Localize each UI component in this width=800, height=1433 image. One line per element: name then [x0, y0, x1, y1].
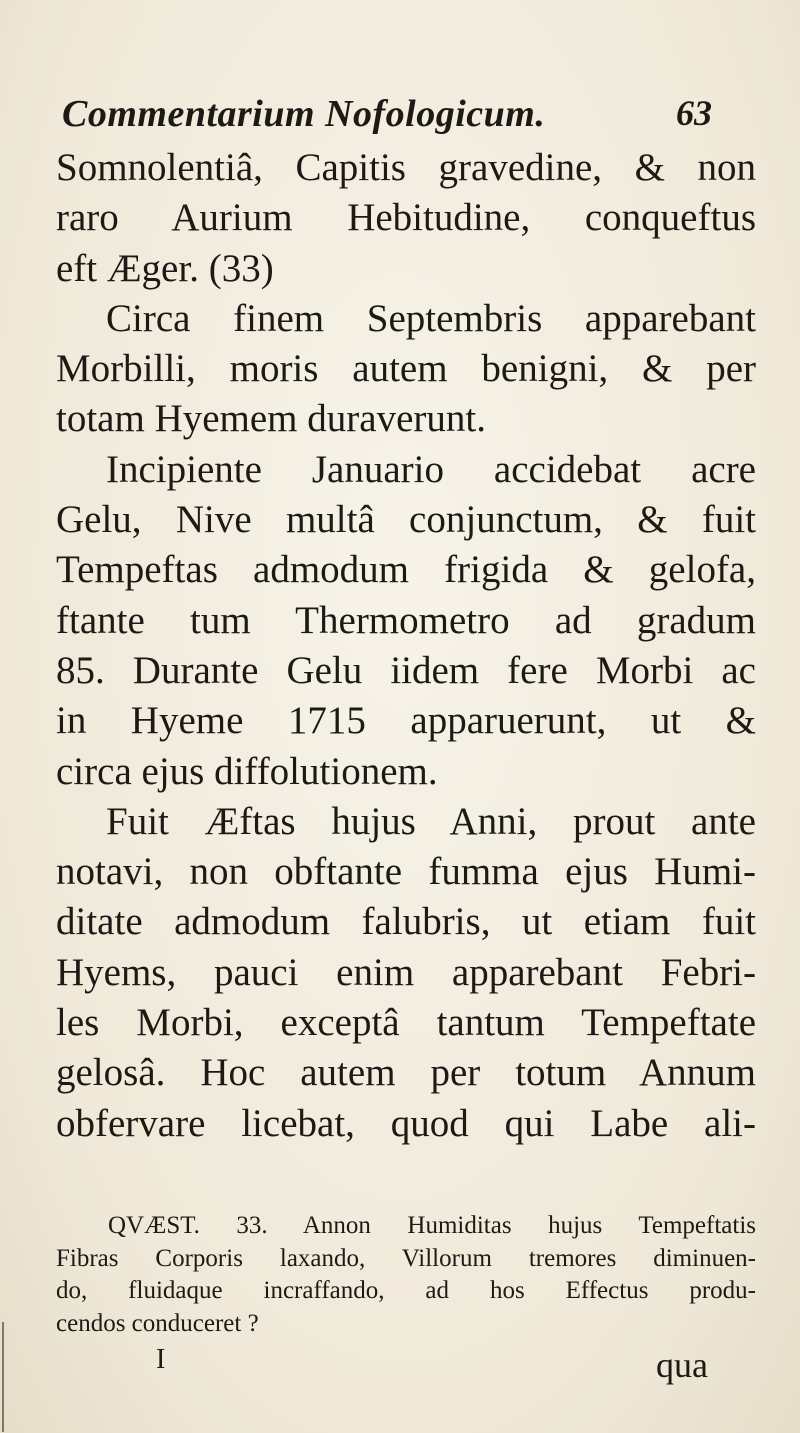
text-line: Morbilli, moris autem benigni, & per	[56, 347, 756, 391]
text-line: les Morbi, exceptâ tantum Tempeftate	[56, 1001, 756, 1045]
catchword: qua	[656, 1345, 708, 1385]
question-line: QVÆST. 33. Annon Humiditas hujus Tempeftatis	[108, 1212, 756, 1239]
text-line: circa ejus diffolutionem.	[56, 749, 438, 793]
running-title: Commentarium Nofologicum.	[62, 93, 546, 135]
page-footer	[56, 1344, 756, 1394]
main-text	[56, 143, 756, 1149]
text-line: obfervare licebat, quod qui Labe ali-	[56, 1101, 756, 1145]
text-line: in Hyeme 1715 apparuerunt, ut &	[56, 699, 756, 743]
text-line: ditate admodum falubris, ut etiam fuit	[56, 900, 756, 944]
page-number: 63	[676, 93, 712, 133]
text-line: 85. Durante Gelu iidem fere Morbi ac	[56, 648, 756, 692]
margin-rule	[2, 1322, 4, 1432]
text-line: totam Hyemem duraverunt.	[56, 397, 486, 441]
question-line: Fibras Corporis laxando, Villorum tremores diminuen-	[56, 1244, 756, 1272]
text-line: Circa finem Septembris apparebant	[106, 296, 756, 340]
text-line: eft Æger. (33)	[56, 246, 274, 290]
text-line: ftante tum Thermometro ad gradum	[56, 598, 756, 642]
text-line: gelosâ. Hoc autem per totum Annum	[56, 1051, 756, 1095]
question-note	[56, 1210, 756, 1340]
text-line: raro Aurium Hebitudine, conqueftus	[56, 196, 756, 240]
question-line: cendos conduceret ?	[56, 1309, 259, 1337]
running-header	[62, 92, 752, 140]
text-line: Hyems, pauci enim apparebant Febri-	[56, 950, 756, 994]
text-line: notavi, non obftante fumma ejus Humi-	[56, 850, 756, 894]
text-line: Gelu, Nive multâ conjunctum, & fuit	[56, 498, 756, 542]
signature-mark: I	[156, 1344, 166, 1375]
text-line: Somnolentiâ, Capitis gravedine, & non	[56, 146, 756, 189]
question-line: do, fluidaque incraffando, ad hos Effectus produ-	[56, 1277, 756, 1304]
text-line: Fuit Æftas hujus Anni, prout ante	[106, 799, 756, 843]
text-line: Incipiente Januario accidebat acre	[106, 447, 756, 491]
text-line: Tempeftas admodum frigida & gelofa,	[56, 548, 756, 592]
